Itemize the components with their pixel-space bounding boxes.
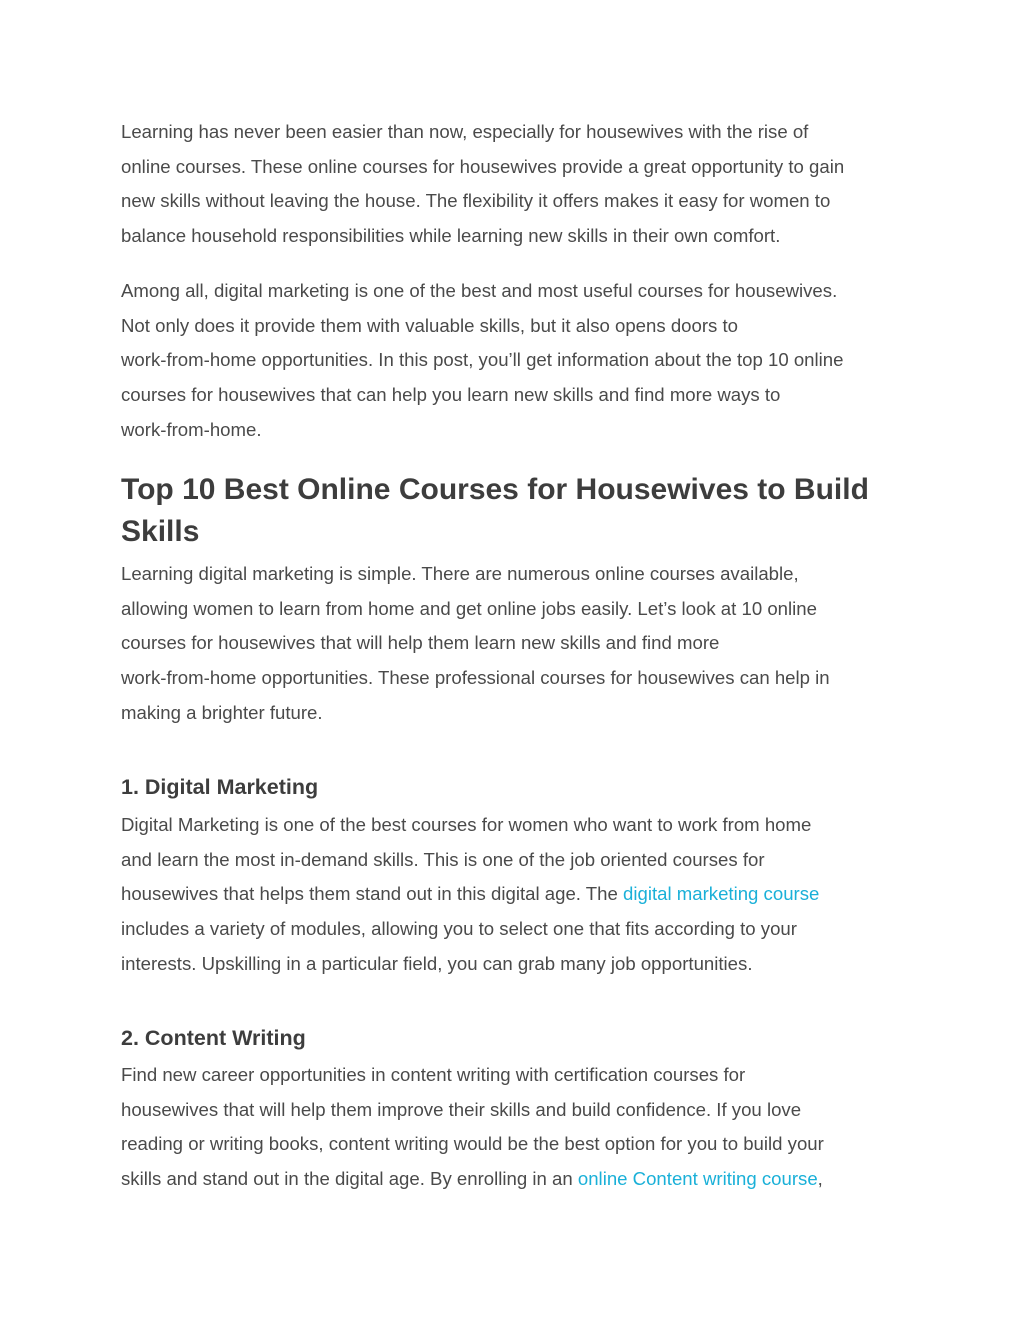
text-line: new skills without leaving the house. The flexibility it offers makes it easy for women to xyxy=(121,190,831,212)
among-paragraph xyxy=(121,274,921,447)
text-line: courses for housewives that can help you learn new skills and find more ways to xyxy=(121,384,781,406)
text-line: Not only does it provide them with valuable skills, but it also opens doors to xyxy=(121,314,739,336)
text-line: work-from-home opportunities. In this post, you’ll get information about the top 10 online xyxy=(121,349,844,371)
heading-line: Skills xyxy=(121,515,200,548)
text-line: Learning has never been easier than now, especially for housewives with the rise of xyxy=(121,121,809,142)
text-line: work-from-home opportunities. These professional courses for housewives can help in xyxy=(121,667,830,689)
text-segment: , xyxy=(817,1168,823,1190)
intro-paragraph xyxy=(121,115,921,254)
text-line: online courses. These online courses for housewives provide a great opportunity to gain xyxy=(121,155,845,177)
text-line: interests. Upskilling in a particular field, you can grab many job opportunities. xyxy=(121,952,753,974)
content-writing-paragraph xyxy=(121,1058,921,1197)
text-line: courses for housewives that will help them learn new skills and find more xyxy=(121,632,720,654)
content-writing-course-link[interactable]: online Content writing course xyxy=(577,1168,818,1190)
text-line: and learn the most in-demand skills. This is one of the job oriented courses for xyxy=(121,848,765,870)
text-line: includes a variety of modules, allowing you to select one that fits according to your xyxy=(121,918,797,940)
text-line: Find new career opportunities in content writing with certification courses for xyxy=(121,1064,746,1085)
text-line xyxy=(121,877,921,912)
main-paragraph xyxy=(121,557,921,730)
text-line: allowing women to learn from home and get online jobs easily. Let’s look at 10 online xyxy=(121,597,817,619)
section-heading-digital-marketing: 1. Digital Marketing xyxy=(121,775,319,799)
text-line: housewives that will help them improve their skills and build confidence. If you love xyxy=(121,1098,802,1120)
text-line: Among all, digital marketing is one of the best and most useful courses for housewives. xyxy=(121,280,838,301)
digital-marketing-paragraph xyxy=(121,808,921,981)
text-segment: housewives that helps them stand out in this digital age. The xyxy=(121,883,623,905)
text-line: Digital Marketing is one of the best courses for women who want to work from home xyxy=(121,814,812,835)
section-heading-content-writing: 2. Content Writing xyxy=(121,1026,306,1050)
digital-marketing-course-link[interactable]: digital marketing course xyxy=(623,883,820,905)
text-line: making a brighter future. xyxy=(121,701,323,723)
text-line: Learning digital marketing is simple. There are numerous online courses available, xyxy=(121,563,799,584)
heading-line: Top 10 Best Online Courses for Housewives to Build xyxy=(121,473,869,506)
main-heading xyxy=(121,469,869,553)
text-line: reading or writing books, content writing would be the best option for you to build your xyxy=(121,1133,824,1155)
text-line: work-from-home. xyxy=(121,418,262,440)
text-line: balance household responsibilities while learning new skills in their own comfort. xyxy=(121,225,781,247)
text-segment: skills and stand out in the digital age. By enrolling in an xyxy=(121,1168,578,1190)
text-line xyxy=(121,1162,921,1197)
